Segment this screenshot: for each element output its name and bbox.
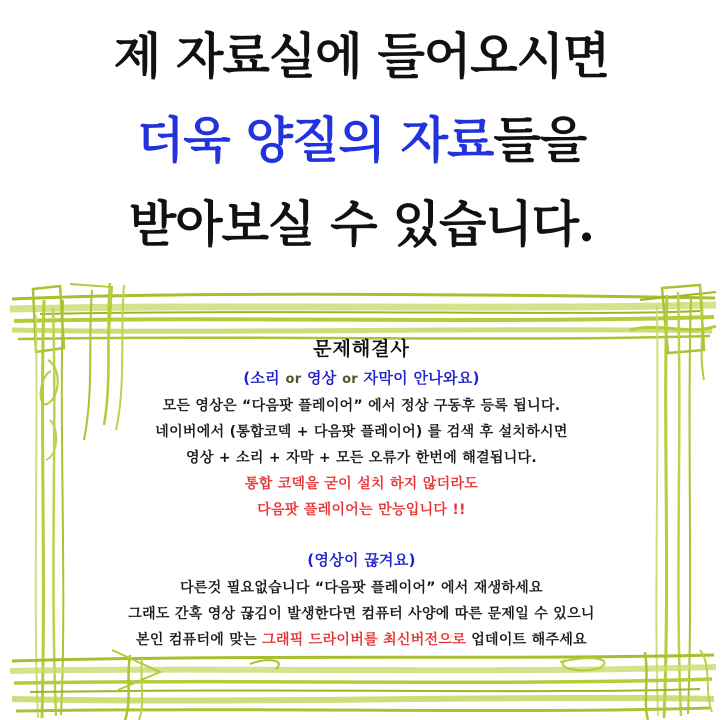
line3-black-part: 업데이트 해주세요: [466, 632, 587, 648]
section2-line1: 다른것 필요없습니다 “다음팟 플레이어” 에서 재생하세요: [180, 580, 543, 596]
subtitle-text: (소리: [243, 369, 286, 387]
notice-title: 문제해결사: [313, 338, 410, 360]
section2-line3: [0, 627, 723, 653]
trouble-shooting-notice: [0, 335, 723, 653]
line3-black-part: 본인 컴퓨터에 맞는: [136, 632, 263, 648]
line3-red-part: 그래픽 드라이버를 최신버전으로: [262, 632, 467, 648]
or-word: or: [285, 372, 302, 387]
headline-line1: 제 자료실에 들어오시면: [113, 27, 610, 85]
headline: [0, 14, 723, 266]
section2-subtitle: (영상이 끊겨요): [307, 551, 416, 569]
subtitle-text: 자막이 안나와요): [358, 369, 480, 387]
section1-red-line1: 통합 코덱을 굳이 설치 하지 않더라도: [244, 476, 479, 492]
subtitle-text: 영상: [301, 369, 343, 387]
section1-line3: 영상 + 소리 + 자막 + 모든 오류가 한번에 해결됩니다.: [186, 450, 537, 466]
section2-line2: 그래도 간혹 영상 끊김이 발생한다면 컴퓨터 사양에 따른 문제일 수 있으니: [128, 606, 595, 622]
headline-line2-rest: 들을: [493, 111, 587, 169]
headline-line3: 받아보실 수 있습니다.: [128, 195, 595, 253]
headline-line2-highlight: 더욱 양질의 자료: [136, 111, 494, 169]
section-gap: [0, 523, 723, 545]
section1-line1: 모든 영상은 “다음팟 플레이어” 에서 정상 구동후 등록 됩니다.: [162, 398, 561, 414]
section1-line2: 네이버에서 (통합코덱 + 다음팟 플레이어) 를 검색 후 설치하시면: [155, 424, 568, 440]
section1-red-line2: 다음팟 플레이어는 만능입니다 !!: [257, 502, 466, 518]
headline-line2: [0, 98, 723, 182]
section1-subtitle: [0, 363, 723, 393]
or-word: or: [342, 372, 359, 387]
